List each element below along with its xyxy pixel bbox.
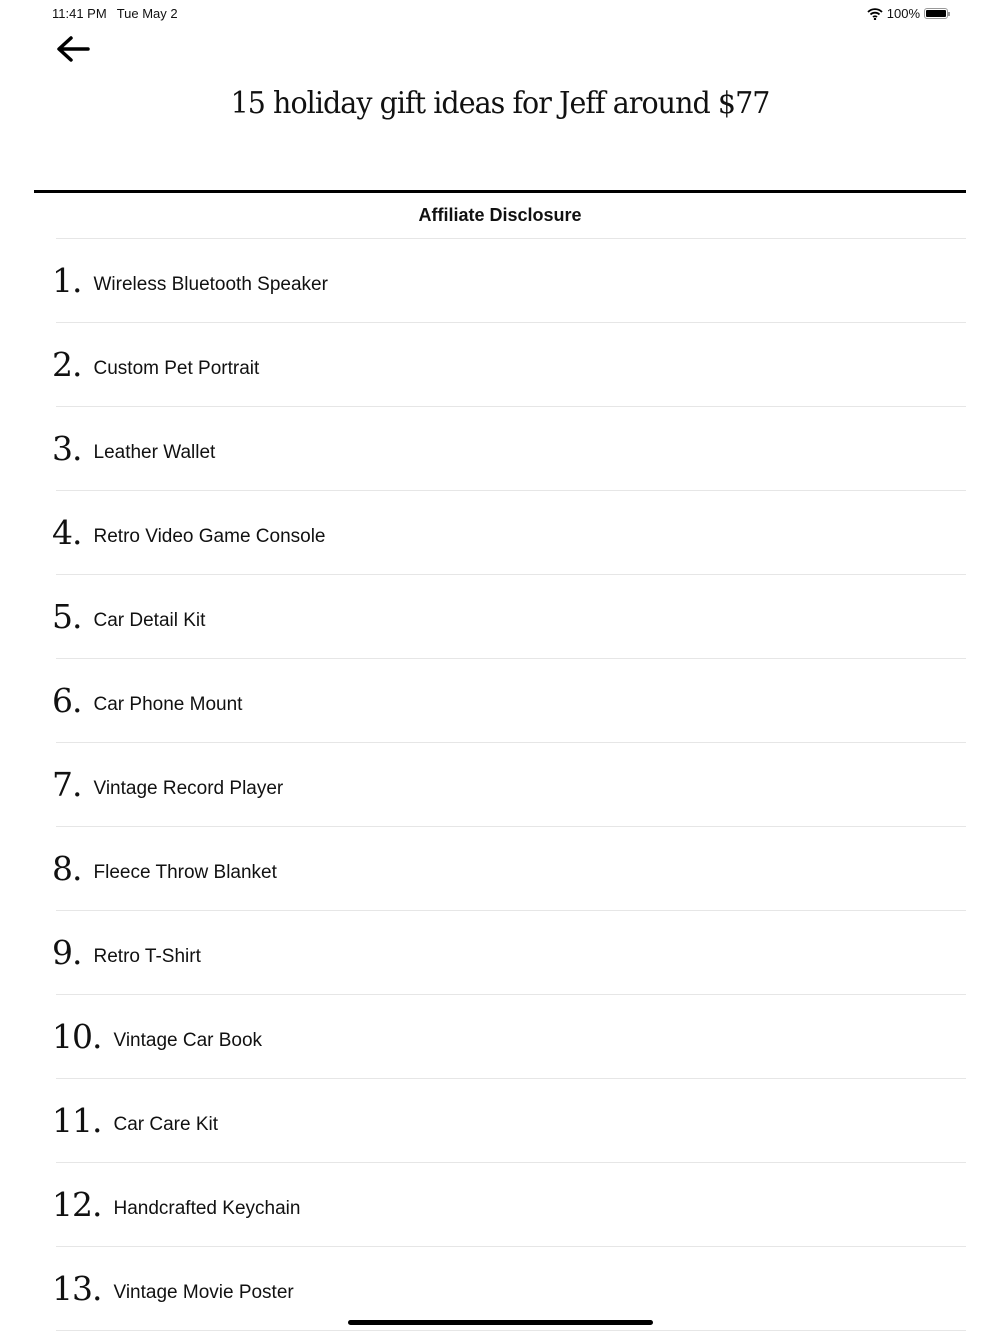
list-item[interactable] [52,1247,966,1331]
item-number: 9. [52,933,82,972]
arrow-left-icon [54,33,94,65]
list-item[interactable] [52,575,966,659]
home-indicator [348,1320,653,1325]
item-label: Vintage Movie Poster [113,1281,294,1303]
item-label: Leather Wallet [93,441,216,463]
back-button[interactable] [54,33,94,65]
item-label: Handcrafted Keychain [113,1197,301,1219]
item-label: Vintage Car Book [113,1029,263,1051]
list-item[interactable] [52,743,966,827]
list-item[interactable] [52,491,966,575]
list-item[interactable] [52,1079,966,1163]
list-item[interactable] [52,407,966,491]
wifi-icon [867,8,883,20]
list-item[interactable] [52,827,966,911]
item-label: Wireless Bluetooth Speaker [93,273,328,295]
page-title: 15 holiday gift ideas for Jeff around $77 [230,86,770,121]
item-number: 5. [52,597,82,636]
battery-percent: 100% [886,6,920,21]
item-number: 6. [52,681,82,720]
item-label: Retro T-Shirt [93,945,201,967]
item-label: Car Care Kit [113,1113,219,1135]
status-bar [52,6,948,22]
divider [34,190,966,193]
item-number: 12. [52,1185,102,1224]
list-item[interactable] [52,995,966,1079]
item-label: Car Detail Kit [93,609,206,631]
item-label: Retro Video Game Console [93,525,326,547]
status-date: Tue May 2 [116,6,178,21]
item-label: Fleece Throw Blanket [93,861,277,883]
item-number: 3. [52,429,82,468]
item-label: Car Phone Mount [93,693,243,715]
list-item[interactable] [52,239,966,323]
item-number: 10. [52,1017,102,1056]
gift-list [52,238,966,1331]
list-item[interactable] [52,659,966,743]
item-label: Vintage Record Player [93,777,284,799]
list-item[interactable] [52,323,966,407]
item-number: 13. [52,1269,102,1308]
item-number: 11. [52,1101,102,1140]
item-number: 2. [52,345,82,384]
item-number: 1. [52,261,82,300]
list-item[interactable] [52,911,966,995]
item-label: Custom Pet Portrait [93,357,260,379]
item-number: 4. [52,513,82,552]
status-time: 11:41 PM [52,6,107,21]
battery-icon [924,8,948,19]
item-number: 7. [52,765,82,804]
list-item[interactable] [52,1163,966,1247]
affiliate-disclosure-link[interactable]: Affiliate Disclosure [418,205,582,225]
item-number: 8. [52,849,82,888]
